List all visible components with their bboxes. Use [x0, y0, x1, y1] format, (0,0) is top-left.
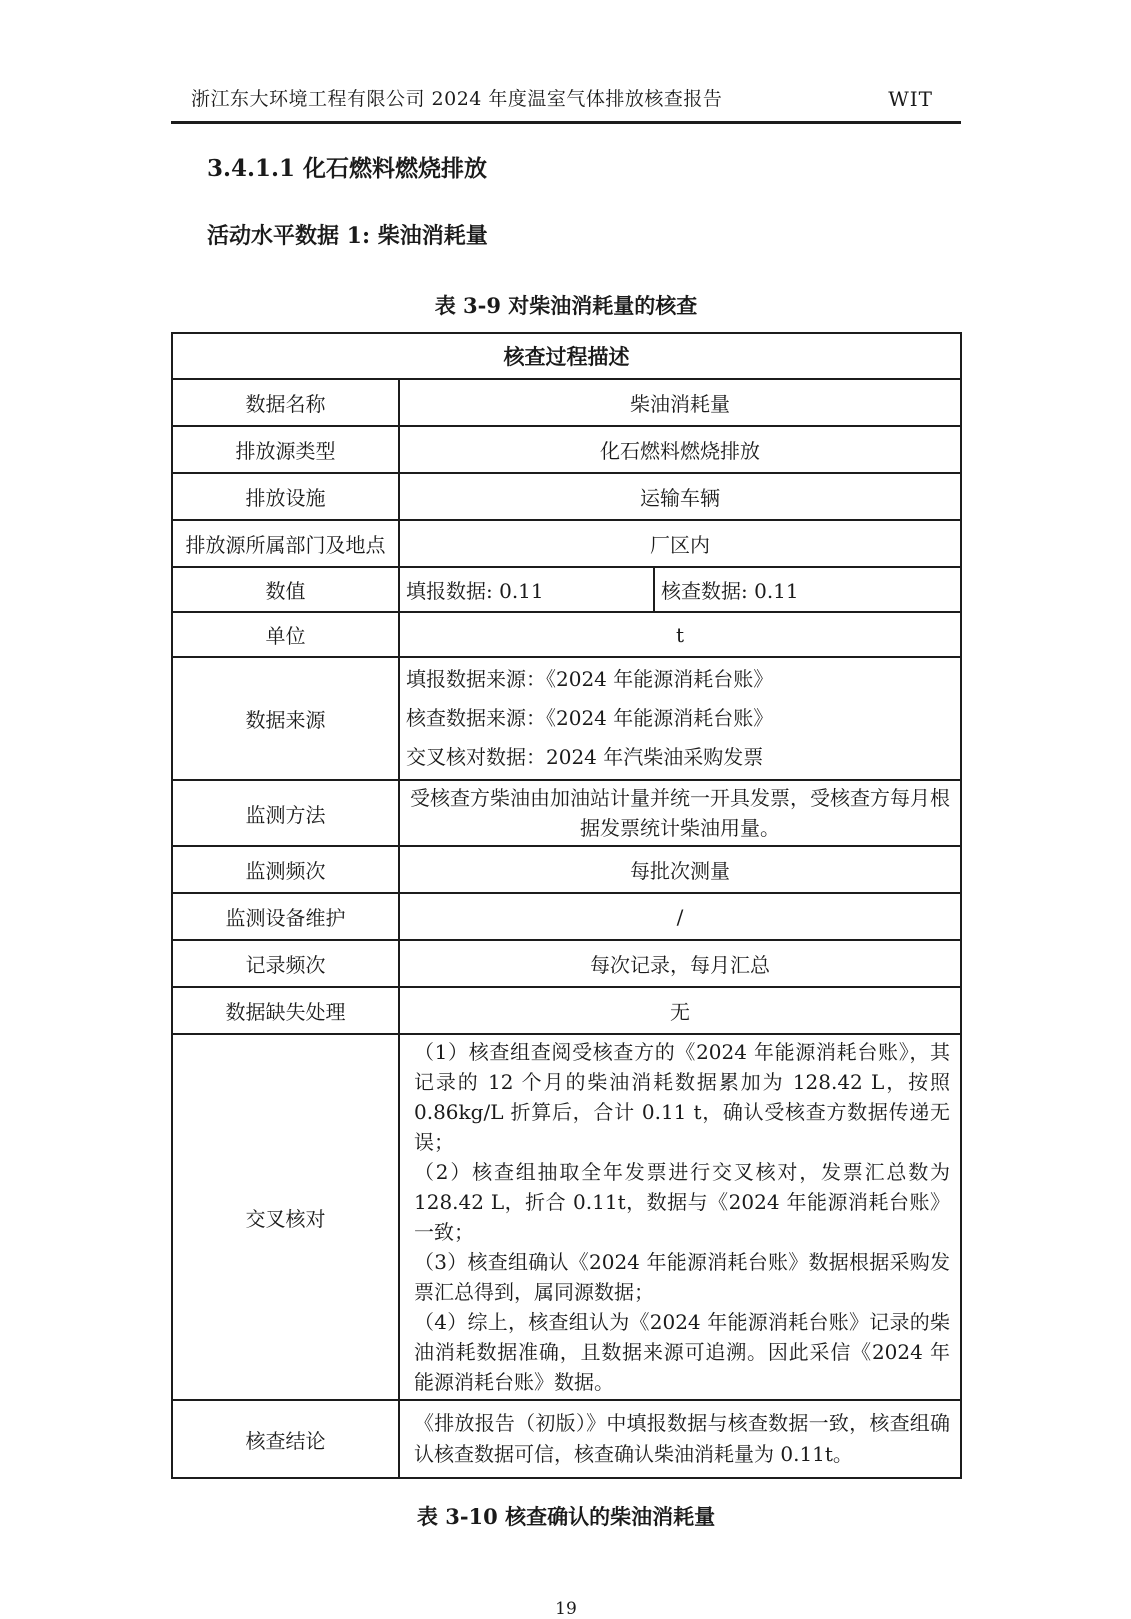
- table-row-numeric-value: [172, 567, 961, 612]
- table-row-data-name: [172, 379, 961, 426]
- data-source-cell: [399, 657, 961, 780]
- row-label: 数据名称: [172, 379, 399, 426]
- row-label: 监测频次: [172, 846, 399, 893]
- page-number: 19: [555, 1599, 577, 1619]
- data-source-line: 核查数据来源：《2024 年能源消耗台账》: [406, 706, 774, 730]
- table-row-monitor-method: [172, 780, 961, 846]
- row-label: 监测设备维护: [172, 893, 399, 940]
- row-label: 排放源类型: [172, 426, 399, 473]
- row-value: 厂区内: [399, 520, 961, 567]
- table-row-data-source: [172, 657, 961, 780]
- cross-check-paragraph: （1）核查组查阅受核查方的《2024 年能源消耗台账》，其记录的 12 个月的柴油消耗数据累加为 128.42 L，按照 0.86kg/L 折算后，合计 0.11 t，确认受核查方数据传递无误；: [414, 1040, 951, 1154]
- row-label: 监测方法: [172, 780, 399, 846]
- verification-table: [171, 332, 962, 1479]
- document-title: 浙江东大环境工程有限公司 2024 年度温室气体排放核查报告: [191, 88, 723, 110]
- table-row-facility: [172, 473, 961, 520]
- table-3-9-caption: 表 3-9 对柴油消耗量的核查: [434, 293, 698, 318]
- process-header-cell: 核查过程描述: [172, 333, 961, 379]
- row-value: 柴油消耗量: [399, 379, 961, 426]
- table-row-cross-check: [172, 1034, 961, 1400]
- cross-check-cell: [399, 1034, 961, 1400]
- row-value: 运输车辆: [399, 473, 961, 520]
- activity-data-heading: 活动水平数据 1: 柴油消耗量: [207, 223, 488, 249]
- row-label: 数值: [172, 567, 399, 612]
- table-row-process-header: [172, 333, 961, 379]
- table-row-conclusion: [172, 1400, 961, 1478]
- row-value: /: [399, 893, 961, 940]
- table-row-monitor-frequency: [172, 846, 961, 893]
- row-label: 数据来源: [172, 657, 399, 780]
- cross-check-paragraph: （4）综上，核查组认为《2024 年能源消耗台账》记录的柴油消耗数据准确，且数据来源可追溯。因此采信《2024 年能源消耗台账》数据。: [414, 1310, 951, 1394]
- row-value: 化石燃料燃烧排放: [399, 426, 961, 473]
- table-row-location: [172, 520, 961, 567]
- monitor-method-cell: [399, 780, 961, 846]
- running-header: [171, 84, 961, 124]
- table-row-missing-data: [172, 987, 961, 1034]
- table-row-device-maintenance: [172, 893, 961, 940]
- table-row-record-frequency: [172, 940, 961, 987]
- row-label: 数据缺失处理: [172, 987, 399, 1034]
- conclusion-cell: [399, 1400, 961, 1478]
- verified-value-cell: 核查数据: 0.11: [654, 567, 961, 612]
- cross-check-paragraph: （2）核查组抽取全年发票进行交叉核对，发票汇总数为 128.42 L，折合 0.11t，数据与《2024 年能源消耗台账》一致；: [414, 1160, 951, 1244]
- section-heading: 3.4.1.1 化石燃料燃烧排放: [207, 155, 488, 182]
- row-label: 排放源所属部门及地点: [172, 520, 399, 567]
- monitor-method-text: 受核查方柴油由加油站计量并统一开具发票，受核查方每月根据发票统计柴油用量。: [410, 786, 951, 840]
- row-value: 每次记录，每月汇总: [399, 940, 961, 987]
- data-source-line: 填报数据来源：《2024 年能源消耗台账》: [406, 667, 774, 691]
- conclusion-text: 《排放报告（初版）》中填报数据与核查数据一致，核查组确认核查数据可信，核查确认柴油消耗量为 0.11t。: [414, 1411, 951, 1466]
- row-label: 交叉核对: [172, 1034, 399, 1400]
- cross-check-paragraph: （3）核查组确认《2024 年能源消耗台账》数据根据采购发票汇总得到，属同源数据；: [414, 1250, 951, 1304]
- row-label: 排放设施: [172, 473, 399, 520]
- reported-value-cell: 填报数据: 0.11: [399, 567, 654, 612]
- row-label: 核查结论: [172, 1400, 399, 1478]
- row-label: 记录频次: [172, 940, 399, 987]
- row-label: 单位: [172, 612, 399, 657]
- row-value: 每批次测量: [399, 846, 961, 893]
- table-row-source-type: [172, 426, 961, 473]
- page-content: [171, 0, 961, 1619]
- table-row-unit: [172, 612, 961, 657]
- data-source-line: 交叉核对数据：2024 年汽柴油采购发票: [406, 745, 764, 769]
- row-value: 无: [399, 987, 961, 1034]
- brand-mark: WIT: [888, 87, 933, 111]
- row-value: t: [399, 612, 961, 657]
- table-3-10-caption: 表 3-10 核查确认的柴油消耗量: [416, 1504, 716, 1529]
